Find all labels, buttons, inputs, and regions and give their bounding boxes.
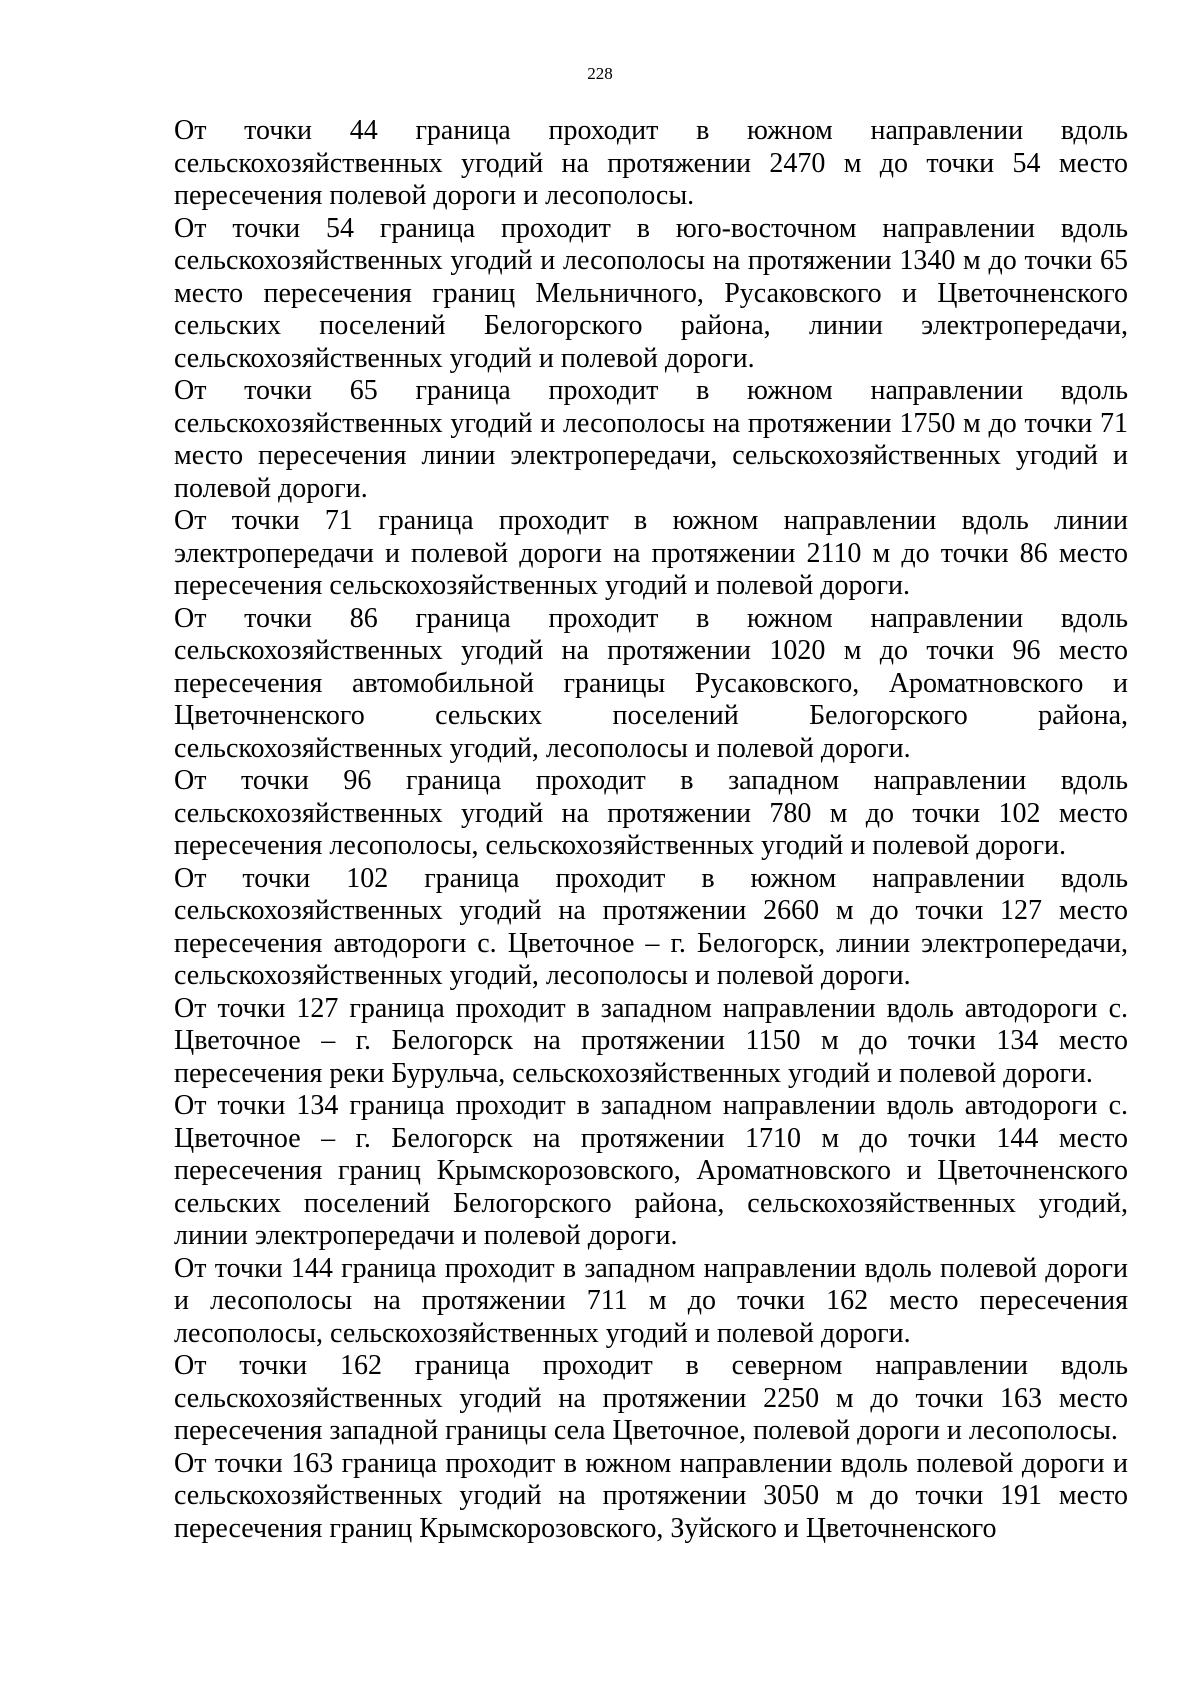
paragraph: От точки 162 граница проходит в северном направлении вдоль сельскохозяйственных угодий на протяжении 2250 м до точки 163 место пересечения западной границы села Цветочное, полевой дороги и лесополосы. xyxy=(174,1350,1128,1446)
paragraph: От точки 134 граница проходит в западном направлении вдоль автодороги с. Цветочное – г. Белогорск на протяжении 1710 м до точки 144 место пересечения границ Крымскорозовского, Ароматновского и Цветочненского сельских поселений Белогорского района, сельскохозяйственных угодий, линии электропередачи и полевой дороги. xyxy=(174,1090,1128,1251)
paragraph: От точки 65 граница проходит в южном направлении вдоль сельскохозяйственных угодий и лесополосы на протяжении 1750 м до точки 71 место пересечения линии электропередачи, сельскохозяйственных угодий и полевой дороги. xyxy=(174,375,1128,504)
paragraph: От точки 71 граница проходит в южном направлении вдоль линии электропередачи и полевой дороги на протяжении 2110 м до точки 86 место пересечения сельскохозяйственных угодий и полевой дороги. xyxy=(174,505,1128,601)
paragraph: От точки 44 граница проходит в южном направлении вдоль сельскохозяйственных угодий на протяжении 2470 м до точки 54 место пересечения полевой дороги и лесополосы. xyxy=(174,115,1128,211)
paragraph: От точки 96 граница проходит в западном направлении вдоль сельскохозяйственных угодий на протяжении 780 м до точки 102 место пересечения лесополосы, сельскохозяйственных угодий и полевой дороги. xyxy=(174,765,1128,861)
page-number: 228 xyxy=(587,64,613,83)
paragraph: От точки 127 граница проходит в западном направлении вдоль автодороги с. Цветочное – г. Белогорск на протяжении 1150 м до точки 134 место пересечения реки Бурульча, сельскохозяйственных угодий и полевой дороги. xyxy=(174,992,1128,1089)
paragraph: От точки 54 граница проходит в юго-восточном направлении вдоль сельскохозяйственных угодий и лесополосы на протяжении 1340 м до точки 65 место пересечения границ Мельничного, Русаковского и Цветочненского сельских поселений Белогорского района, линии электропередачи, сельскохозяйственных угодий и полевой дороги. xyxy=(174,212,1128,374)
document-body xyxy=(174,115,1128,1545)
paragraph: От точки 86 граница проходит в южном направлении вдоль сельскохозяйственных угодий на протяжении 1020 м до точки 96 место пересечения автомобильной границы Русаковского, Ароматновского и Цветочненского сельских поселений Белогорского района, сельскохозяйственных угодий, лесополосы и полевой дороги. xyxy=(174,602,1128,764)
paragraph-continued: От точки 163 граница проходит в южном направлении вдоль полевой дороги и сельскохозяйственных угодий на протяжении 3050 м до точки 191 место пересечения границ Крымскорозовского, Зуйского и Цветочненского xyxy=(174,1447,1128,1544)
paragraph: От точки 144 граница проходит в западном направлении вдоль полевой дороги и лесополосы на протяжении 711 м до точки 162 место пересечения лесополосы, сельскохозяйственных угодий и полевой дороги. xyxy=(174,1252,1128,1349)
paragraph: От точки 102 граница проходит в южном направлении вдоль сельскохозяйственных угодий на протяжении 2660 м до точки 127 место пересечения автодороги с. Цветочное – г. Белогорск, линии электропередачи, сельскохозяйственных угодий, лесополосы и полевой дороги. xyxy=(174,862,1128,991)
